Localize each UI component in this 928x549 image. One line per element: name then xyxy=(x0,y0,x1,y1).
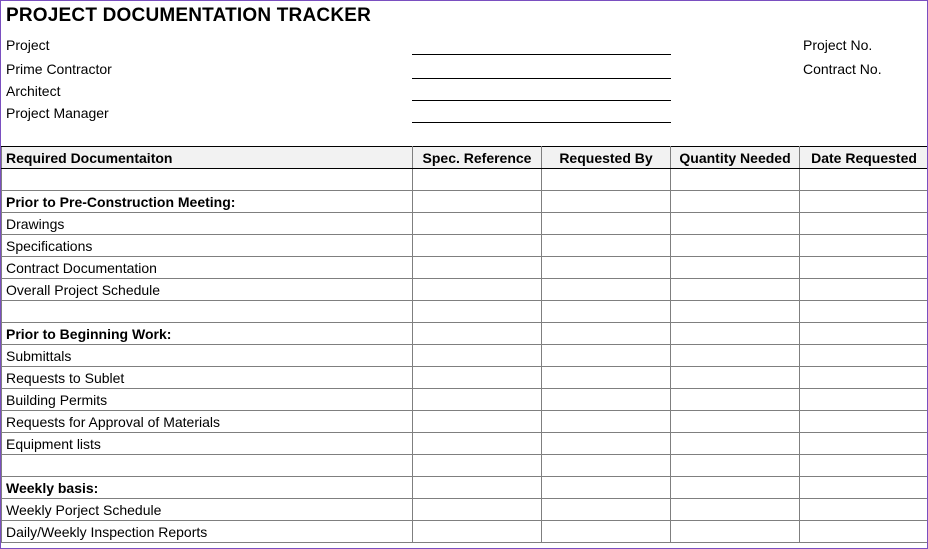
table-row xyxy=(2,301,928,323)
entry-cell[interactable] xyxy=(671,433,800,455)
entry-cell[interactable] xyxy=(413,499,542,521)
entry-cell[interactable] xyxy=(671,521,800,543)
table-row xyxy=(2,213,928,235)
project-manager-field-line[interactable] xyxy=(412,122,671,123)
entry-cell[interactable] xyxy=(671,213,800,235)
document-name-cell: Requests for Approval of Materials xyxy=(2,411,413,433)
entry-cell[interactable] xyxy=(542,213,671,235)
entry-cell[interactable] xyxy=(671,169,800,191)
entry-cell[interactable] xyxy=(413,411,542,433)
document-name-cell xyxy=(2,169,413,191)
table-row xyxy=(2,279,928,301)
table-row xyxy=(2,345,928,367)
column-header-requested-by: Requested By xyxy=(542,147,671,169)
entry-cell[interactable] xyxy=(800,191,928,213)
project-manager-label: Project Manager xyxy=(6,105,109,121)
entry-cell[interactable] xyxy=(542,455,671,477)
entry-cell[interactable] xyxy=(800,345,928,367)
entry-cell[interactable] xyxy=(800,301,928,323)
document-name-cell: Drawings xyxy=(2,213,413,235)
section-row xyxy=(2,323,928,345)
entry-cell[interactable] xyxy=(800,499,928,521)
entry-cell[interactable] xyxy=(800,411,928,433)
entry-cell[interactable] xyxy=(671,367,800,389)
entry-cell[interactable] xyxy=(413,169,542,191)
entry-cell[interactable] xyxy=(542,279,671,301)
entry-cell[interactable] xyxy=(542,301,671,323)
entry-cell[interactable] xyxy=(542,191,671,213)
documentation-table xyxy=(1,146,928,543)
table-header-row xyxy=(2,147,928,169)
entry-cell[interactable] xyxy=(800,455,928,477)
document-name-cell: Equipment lists xyxy=(2,433,413,455)
entry-cell[interactable] xyxy=(542,477,671,499)
document-name-cell: Contract Documentation xyxy=(2,257,413,279)
entry-cell[interactable] xyxy=(800,169,928,191)
section-row xyxy=(2,477,928,499)
page-title: PROJECT DOCUMENTATION TRACKER xyxy=(6,5,372,26)
prime-contractor-label: Prime Contractor xyxy=(6,61,112,77)
entry-cell[interactable] xyxy=(413,389,542,411)
entry-cell[interactable] xyxy=(671,191,800,213)
entry-cell[interactable] xyxy=(671,235,800,257)
document-name-cell: Overall Project Schedule xyxy=(2,279,413,301)
section-heading: Weekly basis: xyxy=(2,477,413,499)
entry-cell[interactable] xyxy=(413,191,542,213)
entry-cell[interactable] xyxy=(413,235,542,257)
entry-cell[interactable] xyxy=(413,301,542,323)
table-row xyxy=(2,411,928,433)
document-name-cell xyxy=(2,301,413,323)
entry-cell[interactable] xyxy=(800,279,928,301)
column-header-spec-reference: Spec. Reference xyxy=(413,147,542,169)
entry-cell[interactable] xyxy=(800,477,928,499)
entry-cell[interactable] xyxy=(413,257,542,279)
entry-cell[interactable] xyxy=(671,345,800,367)
table-row xyxy=(2,499,928,521)
entry-cell[interactable] xyxy=(413,279,542,301)
table-row xyxy=(2,257,928,279)
contract-no-label: Contract No. xyxy=(803,61,882,77)
document-name-cell: Daily/Weekly Inspection Reports xyxy=(2,521,413,543)
entry-cell[interactable] xyxy=(413,367,542,389)
architect-label: Architect xyxy=(6,83,61,99)
entry-cell[interactable] xyxy=(413,455,542,477)
entry-cell[interactable] xyxy=(671,411,800,433)
entry-cell[interactable] xyxy=(542,323,671,345)
table-row xyxy=(2,521,928,543)
document-name-cell: Requests to Sublet xyxy=(2,367,413,389)
entry-cell[interactable] xyxy=(800,389,928,411)
document-name-cell: Submittals xyxy=(2,345,413,367)
table-row xyxy=(2,367,928,389)
entry-cell[interactable] xyxy=(413,323,542,345)
column-header-date-requested: Date Requested xyxy=(800,147,928,169)
entry-cell[interactable] xyxy=(542,499,671,521)
entry-cell[interactable] xyxy=(542,433,671,455)
document-name-cell: Building Permits xyxy=(2,389,413,411)
architect-field-line[interactable] xyxy=(412,100,671,101)
section-row xyxy=(2,191,928,213)
prime-contractor-field-line[interactable] xyxy=(412,78,671,79)
entry-cell[interactable] xyxy=(800,433,928,455)
entry-cell[interactable] xyxy=(542,257,671,279)
project-label: Project xyxy=(6,37,50,53)
entry-cell[interactable] xyxy=(800,213,928,235)
entry-cell[interactable] xyxy=(413,345,542,367)
entry-cell[interactable] xyxy=(800,257,928,279)
table-row xyxy=(2,169,928,191)
entry-cell[interactable] xyxy=(413,433,542,455)
document-name-cell: Weekly Porject Schedule xyxy=(2,499,413,521)
project-field-line[interactable] xyxy=(412,54,671,55)
entry-cell[interactable] xyxy=(671,257,800,279)
document-name-cell xyxy=(2,455,413,477)
table-row xyxy=(2,455,928,477)
entry-cell[interactable] xyxy=(671,455,800,477)
entry-cell[interactable] xyxy=(542,169,671,191)
entry-cell[interactable] xyxy=(671,389,800,411)
project-no-label: Project No. xyxy=(803,37,873,53)
entry-cell[interactable] xyxy=(671,279,800,301)
entry-cell[interactable] xyxy=(671,323,800,345)
entry-cell[interactable] xyxy=(542,345,671,367)
table-row xyxy=(2,235,928,257)
entry-cell[interactable] xyxy=(413,213,542,235)
entry-cell[interactable] xyxy=(542,389,671,411)
entry-cell[interactable] xyxy=(800,235,928,257)
table-row xyxy=(2,433,928,455)
section-heading: Prior to Beginning Work: xyxy=(2,323,413,345)
entry-cell[interactable] xyxy=(671,499,800,521)
entry-cell[interactable] xyxy=(542,411,671,433)
section-heading: Prior to Pre-Construction Meeting: xyxy=(2,191,413,213)
table-row xyxy=(2,389,928,411)
entry-cell[interactable] xyxy=(413,521,542,543)
entry-cell[interactable] xyxy=(413,477,542,499)
entry-cell[interactable] xyxy=(671,477,800,499)
column-header-required-documentation: Required Documentaiton xyxy=(2,147,413,169)
entry-cell[interactable] xyxy=(542,521,671,543)
entry-cell[interactable] xyxy=(800,323,928,345)
column-header-quantity-needed: Quantity Needed xyxy=(671,147,800,169)
document-name-cell: Specifications xyxy=(2,235,413,257)
entry-cell[interactable] xyxy=(800,521,928,543)
entry-cell[interactable] xyxy=(671,301,800,323)
entry-cell[interactable] xyxy=(800,367,928,389)
entry-cell[interactable] xyxy=(542,367,671,389)
entry-cell[interactable] xyxy=(542,235,671,257)
